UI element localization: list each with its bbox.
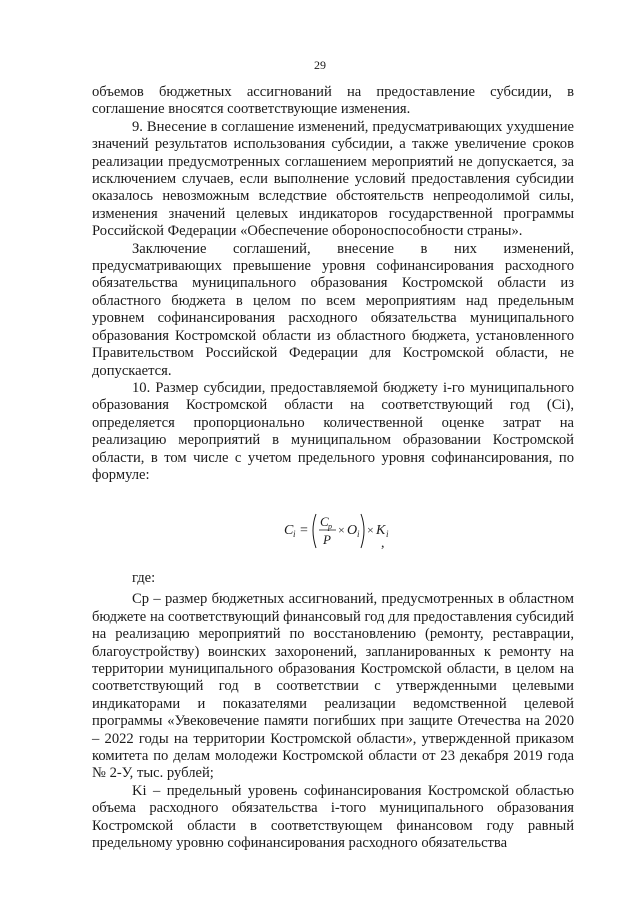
- formula-times-2: ×: [367, 523, 374, 537]
- formula-k: K: [376, 523, 386, 538]
- formula-equals: =: [300, 523, 308, 538]
- formula-lhs: C: [284, 523, 294, 538]
- left-paren: [313, 514, 316, 548]
- page-number: 29: [314, 58, 326, 72]
- body-text-top: [92, 84, 574, 484]
- formula-comma: ,: [381, 536, 385, 551]
- paragraph-continuation: объемов бюджетных ассигнований на предоставление субсидии, в соглашение вносятся соответствующие изменения.: [92, 84, 574, 118]
- definition-ki: Ki – предельный уровень софинансирования Костромской областью объема расходного обязательства i-того муниципального образования Костромской области в соответствующем финансовом году равный предельному уровню софинансирования расходного обязательства: [92, 782, 574, 852]
- formula-o-sub: i: [357, 529, 360, 539]
- formula-times-1: ×: [338, 523, 345, 537]
- paragraph-item-10: 10. Размер субсидии, предоставляемой бюджету i-го муниципального образования Костромской области на соответствующий год (Ci), определяется пропорционально количественной оценке затрат на реализацию мероприятий в муниципальном образовании Костромской области, в том числе с учетом предельного уровня софинансирования, по формуле:: [92, 379, 574, 483]
- formula-o: O: [347, 523, 358, 538]
- formula-denominator: P: [323, 532, 331, 547]
- definition-cp: Cр – размер бюджетных ассигнований, предусмотренных в областном бюджете на соответствующий финансовый год для предоставления субсидий на реализацию мероприятий по восстановлению (ремонту, реставрации, благоустройству) воинских захоронений, запланированных к ремонту на территории муниципального образования Костромской области, в целом на соответствующий год в соответствии с утвержденными целевыми индикаторами и показателями реализации ведомственной целевой программы «Увековечение памяти погибших при защите Отечества на 2020 – 2022 годы на территории Костромской области», утвержденной приказом комитета по делам молодежи Костромской области от 23 декабря 2019 года № 2-У, тыс. рублей;: [92, 591, 574, 782]
- paragraph-agreements: Заключение соглашений, внесение в них изменений, предусматривающих превышение уровня софинансирования расходного обязательства муниципального образования Костромской области из областного бюджета в целом по всем мероприятиям над предельным уровнем софинансирования расходного обязательства муниципального образования Костромской области из областного бюджета, установленного Правительством Российской Федерации для Костромской области, не допускается.: [92, 240, 574, 379]
- right-paren: [361, 514, 364, 548]
- formula-numerator: C: [320, 514, 329, 529]
- paragraph-item-9: 9. Внесение в соглашение изменений, предусматривающих ухудшение значений результатов использования субсидии, а также увеличение сроков реализации предусмотренных соглашением мероприятий не допускается, за исключением случаев, если выполнение условий предоставления субсидии оказалось невозможным вследствие обстоятельств непреодолимой силы, изменения значений целевых индикаторов государственной программы Российской Федерации «Обеспечение обороноспособности страны».: [92, 118, 574, 240]
- where-label: где:: [132, 570, 156, 586]
- formula-lhs-sub: i: [293, 529, 296, 539]
- body-text-bottom: [92, 570, 574, 853]
- formula-numerator-sub: p: [328, 522, 332, 531]
- formula-k-sub: i: [386, 529, 389, 539]
